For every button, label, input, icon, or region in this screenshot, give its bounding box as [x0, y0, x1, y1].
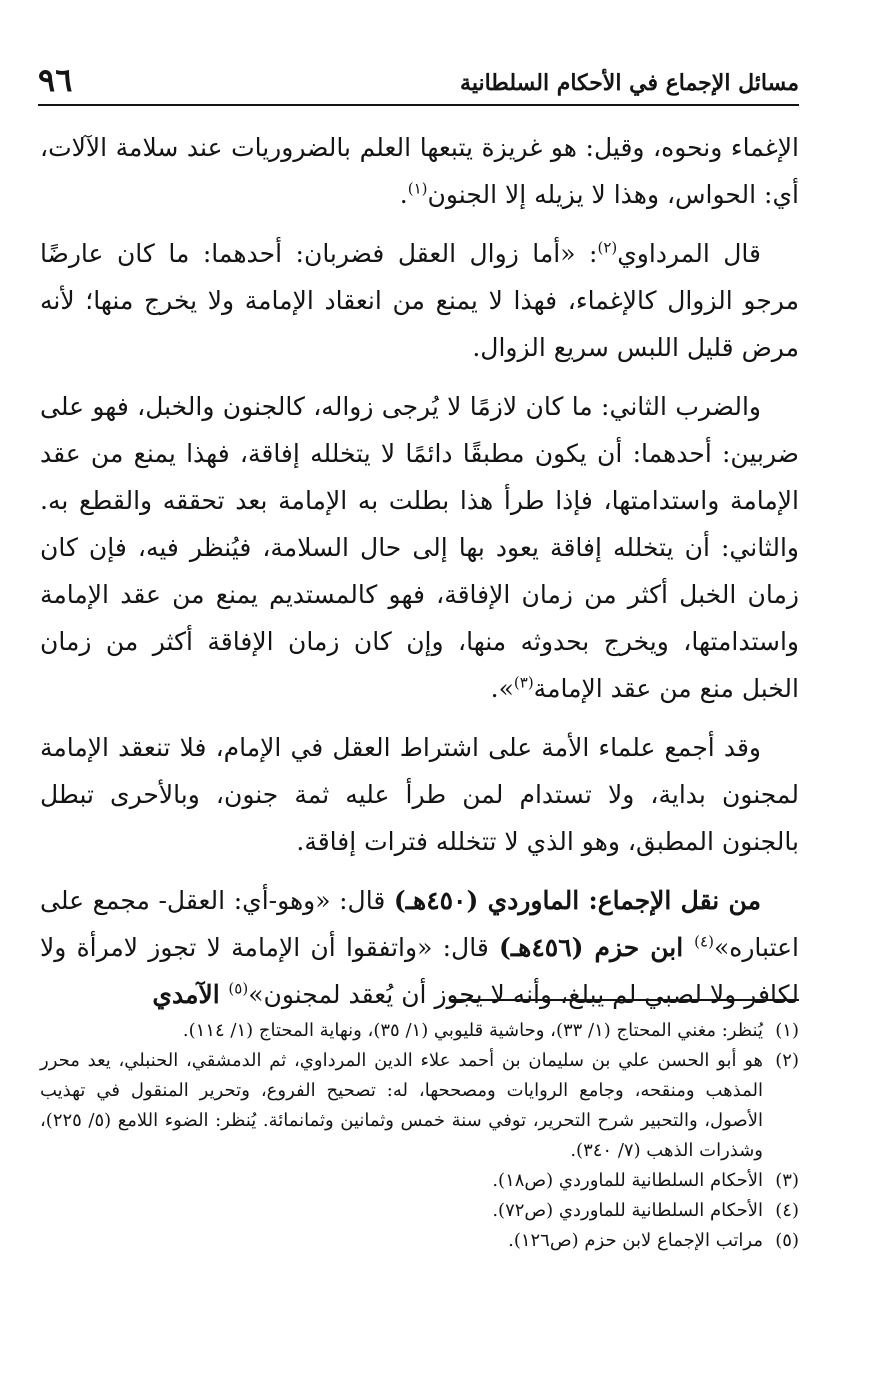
- footnote-ref-1: (١): [407, 179, 428, 198]
- footnote-text: يُنظر: مغني المحتاج (١/ ٣٣)، وحاشية قليوبي (١/ ٣٥)، ونهاية المحتاج (١/ ١١٤).: [182, 1020, 763, 1041]
- footnote-number: (٣): [775, 1170, 799, 1191]
- footnote-divider: [449, 999, 799, 1001]
- footnote-number: (٥): [775, 1230, 799, 1251]
- page-header: [38, 56, 799, 106]
- footnote-1: [40, 1016, 799, 1046]
- footnote-3: [40, 1166, 799, 1196]
- paragraph-1-text: الإغماء ونحوه، وقيل: هو غريزة يتبعها العلم بالضروريات عند سلامة الآلات، أي: الحواس، وهذا لا يزيله إلا الجنون: [40, 133, 799, 209]
- paragraph-2-text: : «أما زوال العقل فضربان: أحدهما: ما كان عارضًا مرجو الزوال كالإغماء، فهذا لا يمنع من انعقاد الإمامة ولا يخرج منها؛ لأنه مرض قليل اللبس سريع الزوال.: [40, 239, 799, 362]
- footnote-4: [40, 1196, 799, 1226]
- paragraph-5: [40, 877, 799, 1018]
- page-number: ٩٦: [38, 61, 73, 99]
- footnote-text: مراتب الإجماع لابن حزم (ص١٢٦).: [508, 1230, 763, 1251]
- footnote-number: (٤): [775, 1200, 799, 1221]
- paragraph-1: [40, 124, 799, 218]
- footnote-ref-4: (٤): [694, 932, 714, 951]
- running-title: مسائل الإجماع في الأحكام السلطانية: [460, 70, 799, 96]
- footnote-number: (١): [775, 1020, 799, 1041]
- paragraph-4-text: وقد أجمع علماء الأمة على اشتراط العقل في الإمام، فلا تنعقد الإمامة لمجنون بداية، ولا تستدام لمن طرأ عليه ثمة جنون، وبالأحرى تبطل بالجنون المطبق، وهو الذي لا تتخلله فترات إفاقة.: [40, 733, 799, 856]
- paragraph-3-text: والضرب الثاني: ما كان لازمًا لا يُرجى زواله، كالجنون والخبل، فهو على ضربين: أحدهما: أن يكون مطبقًا دائمًا لا يتخلله إفاقة، فهذا يمنع من عقد الإمامة واستدامتها، فإذا طرأ هذا بطلت به الإمامة بعد تحققه والقطع به. والثاني: أن يتخلله إفاقة يعود بها إلى حال السلامة، فيُنظر فيه، فإن كان زمان الخبل أكثر من زمان الإفاقة، فهو كالمستديم يمنع من عقد الإمامة واستدامتها، ويخرج بحدوثه منها، وإن كان زمان الإفاقة أكثر من زمان الخبل منع من عقد الإمامة: [40, 392, 799, 703]
- footnote-text: الأحكام السلطانية للماوردي (ص١٨).: [492, 1170, 763, 1191]
- footnote-ref-5: (٥): [228, 979, 249, 998]
- footnote-2: [40, 1046, 799, 1166]
- footnote-ref-3: (٣): [513, 673, 534, 692]
- footnote-text: الأحكام السلطانية للماوردي (ص٧٢).: [492, 1200, 763, 1221]
- paragraph-2: [40, 230, 799, 371]
- paragraph-3: [40, 383, 799, 712]
- footnote-ref-2: (٢): [597, 238, 618, 257]
- scholar-name-ibn-hazm: ابن حزم (٤٥٦هـ): [499, 933, 695, 962]
- main-text: [40, 124, 799, 1030]
- scholar-name-amidi: الآمدي: [152, 980, 229, 1009]
- footnote-number: (٢): [775, 1050, 799, 1071]
- paragraph-5-text-1: قال: «وهو-أي: العقل- مجمع على اعتباره»: [40, 886, 799, 962]
- paragraph-2-start: قال المرداوي: [617, 239, 761, 268]
- paragraph-5-text-2: قال: «واتفقوا أن الإمامة لا تجوز لامرأة ولا لكافر ولا لصبي لم يبلغ، وأنه لا يجوز أن يُعقد لمجنون»: [40, 933, 799, 1009]
- consensus-label: من نقل الإجماع: الماوردي (٤٥٠هـ): [393, 886, 761, 915]
- paragraph-1-end: .: [399, 180, 408, 209]
- footnote-5: [40, 1226, 799, 1256]
- footnotes: [40, 1016, 799, 1256]
- paragraph-3-end: ».: [490, 674, 514, 703]
- footnote-text: هو أبو الحسن علي بن سليمان بن أحمد علاء الدين المرداوي، ثم الدمشقي، الحنبلي، يعد محرر المذهب ومنقحه، وجامع الروايات ومصححها، له: تصحيح الفروع، وتحرير المنقول في تهذيب الأصول، والتحبير شرح التحرير، توفي سنة خمس وثمانين وثمانمائة. يُنظر: الضوء اللامع (٥/ ٢٢٥)، وشذرات الذهب (٧/ ٣٤٠).: [40, 1050, 763, 1161]
- paragraph-4: [40, 724, 799, 865]
